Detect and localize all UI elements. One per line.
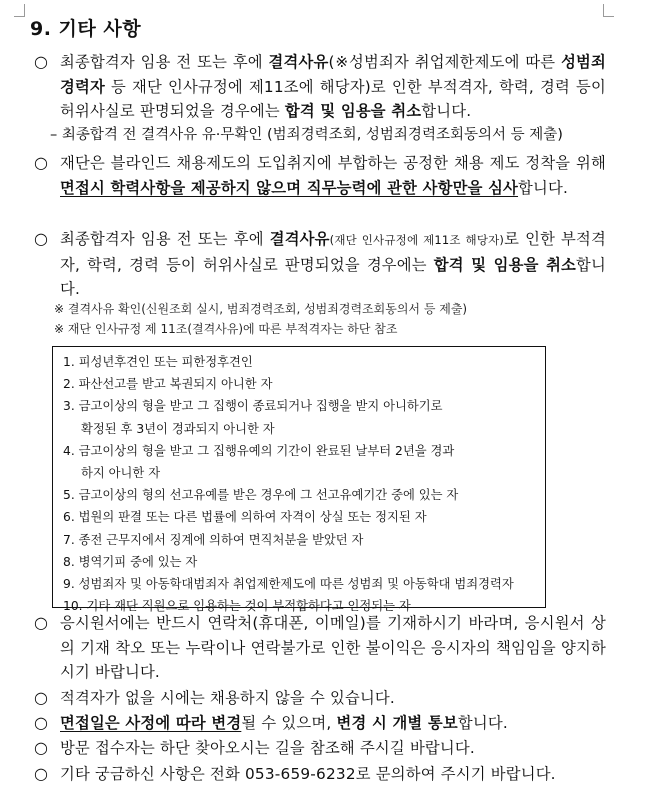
circle-bullet-icon: ○ [34, 153, 48, 172]
notice-item-disqualification [34, 50, 606, 124]
notice-item-no-qualified [34, 686, 606, 711]
list-item: 6. 법원의 판결 또는 다른 법률에 의하여 자격이 상실 또는 정지된 자 [63, 510, 427, 525]
circle-bullet-icon: ○ [34, 688, 48, 707]
notice-text: 면접일은 사정에 따라 변경될 수 있으며, 변경 시 개별 통보합니다. [60, 714, 508, 732]
list-item-continuation: 하지 아니한 자 [81, 466, 161, 481]
list-item-continuation: 확정된 후 3년이 경과되지 아니한 자 [81, 421, 275, 436]
notice-text: 최종합격자 임용 전 또는 후에 결격사유(※성범죄자 취업제한제도에 따른 성범죄 경력자 등 재단 인사규정에 제11조에 해당자)로 인한 부적격자, 학력, 경력 등이 허위사실로 판명되었을 경우에는 합격 및 임용을 취소합니다. [60, 53, 606, 120]
list-item: 3. 금고이상의 형을 받고 그 집행이 종료되거나 집행을 받지 아니하기로 [63, 399, 443, 414]
list-item: 7. 종전 근무지에서 징계에 의하여 면직처분을 받았던 자 [63, 532, 364, 547]
circle-bullet-icon: ○ [34, 613, 48, 632]
list-item: 5. 금고이상의 형의 선고유예를 받은 경우에 그 선고유예기간 중에 있는 자 [63, 488, 459, 503]
section-title: 9. 기타 사항 [30, 18, 142, 40]
notice-item-disqualification-regulation [34, 227, 606, 302]
sub-note-text: 최종합격 전 결격사유 유·무확인 (범죄경력조회, 성범죄경력조회동의서 등 제출) [61, 127, 563, 143]
notice-text: 방문 접수자는 하단 찾아오시는 길을 참조해 주시길 바랍니다. [60, 739, 475, 757]
notice-text: 기타 궁금하신 사항은 전화 053-659-6232로 문의하여 주시기 바랍니다. [60, 765, 556, 783]
page-corner-mark-left [14, 4, 25, 17]
notice-item-contact-info [34, 611, 606, 685]
circle-bullet-icon: ○ [34, 738, 48, 757]
notice-text: 재단은 블라인드 채용제도의 도입취지에 부합하는 공정한 채용 제도 정착을 위해 면접시 학력사항을 제공하지 않으며 직무능력에 관한 사항만을 심사합니다. [60, 154, 606, 197]
reference-note-regulation: ※ 재단 인사규정 제 11조(결격사유)에 따른 부적격자는 하단 참조 [54, 322, 398, 336]
notice-text: 최종합격자 임용 전 또는 후에 결격사유(재단 인사규정에 제11조 해당자)로 인한 부적격자, 학력, 경력 등이 허위사실로 판명되었을 경우에는 합격 및 임용을 취소합니다. [60, 230, 606, 298]
circle-bullet-icon: ○ [34, 229, 48, 248]
list-item: 4. 금고이상의 형을 받고 그 집행유예의 기간이 완료된 날부터 2년을 경과 [63, 443, 455, 458]
notice-item-inquiry-phone [34, 762, 606, 787]
notice-text: 적격자가 없을 시에는 채용하지 않을 수 있습니다. [60, 689, 395, 707]
notice-text: 응시원서에는 반드시 연락처(휴대폰, 이메일)를 기재하시기 바라며, 응시원서 상의 기재 착오 또는 누락이나 연락불가로 인한 불이익은 응시자의 책임임을 양지하시기 바랍니다. [60, 614, 606, 681]
list-item: 9. 성범죄자 및 아동학대범죄자 취업제한제도에 따른 성범죄 및 아동학대 범죄경력자 [63, 577, 514, 592]
sub-note-background-check [50, 124, 610, 146]
disqualification-list-box [52, 346, 546, 614]
list-item: 10. 기타 재단 직원으로 임용하는 것이 부적합하다고 인정되는 자 [63, 599, 411, 614]
notice-item-visit-directions [34, 736, 606, 761]
reference-note-check: ※ 결격사유 확인(신원조회 실시, 범죄경력조회, 성범죄경력조회동의서 등 제출) [54, 302, 468, 316]
page-corner-mark-right [603, 4, 614, 17]
list-item: 8. 병역기피 중에 있는 자 [63, 554, 198, 569]
list-item: 2. 파산선고를 받고 복권되지 아니한 자 [63, 377, 273, 392]
dash-bullet-icon: – [50, 127, 58, 143]
circle-bullet-icon: ○ [34, 764, 48, 783]
circle-bullet-icon: ○ [34, 713, 48, 732]
notice-item-blind-hiring [34, 151, 606, 200]
circle-bullet-icon: ○ [34, 52, 48, 71]
list-item: 1. 피성년후견인 또는 피한정후견인 [63, 355, 253, 369]
notice-item-interview-change [34, 711, 606, 736]
